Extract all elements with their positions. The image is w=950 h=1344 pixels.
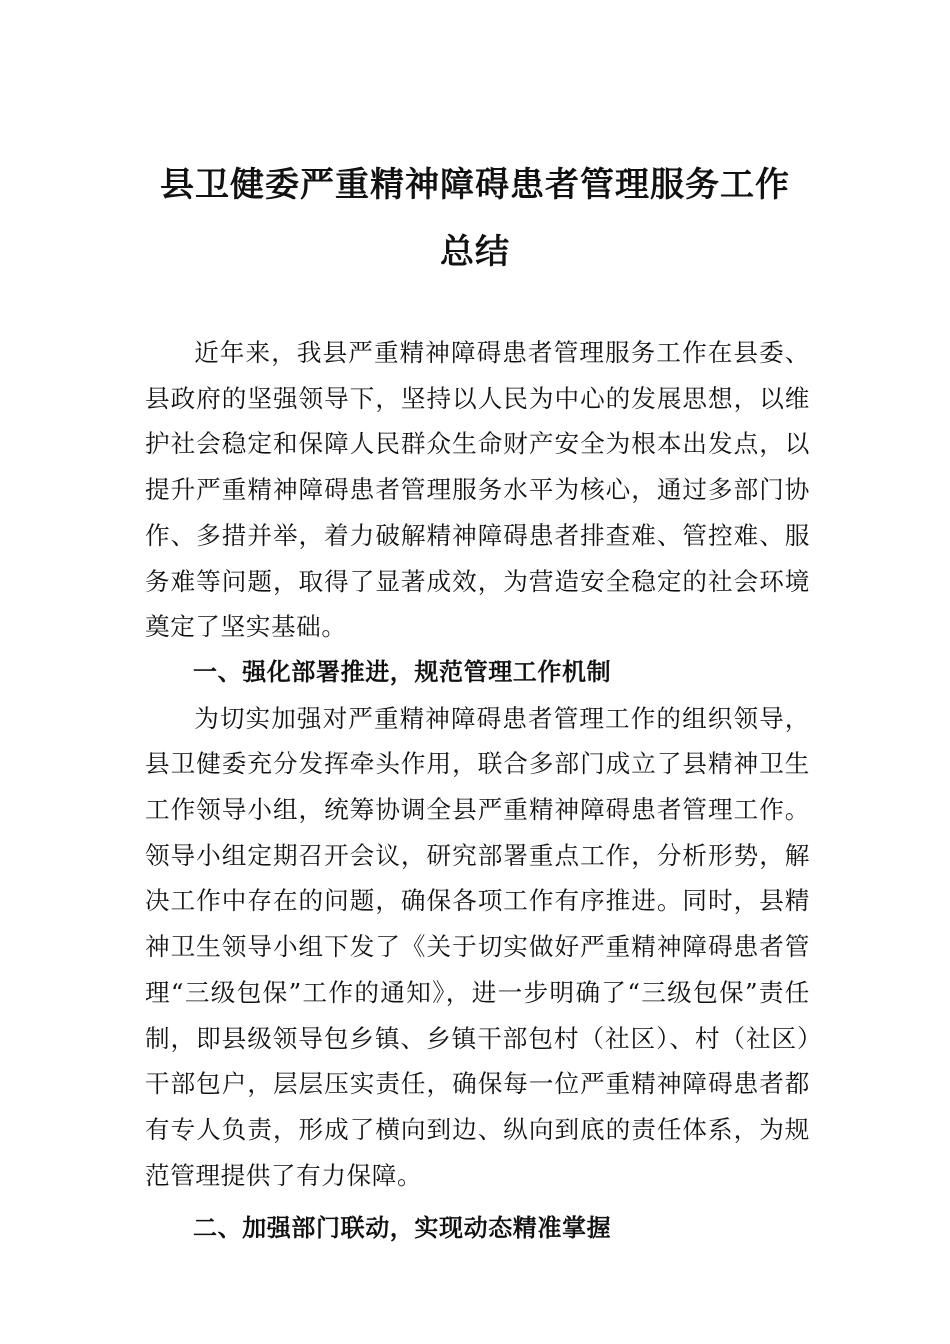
document-body [145,330,810,1252]
section-heading-1: 一、强化部署推进，规范管理工作机制 [193,657,612,686]
section-1-paragraph: 为切实加强对严重精神障碍患者管理工作的组织领导，县卫健委充分发挥牵头作用，联合多部门成立了县精神卫生工作领导小组，统筹协调全县严重精神障碍患者管理工作。领导小组定期召开会议，研究部署重点工作，分析形势，解决工作中存在的问题，确保各项工作有序推进。同时，县精神卫生领导小组下发了《关于切实做好严重精神障碍患者管理“三级包保”工作的通知》，进一步明确了“三级包保”责任制，即县级领导包乡镇、乡镇干部包村（社区）、村（社区）干部包户，层层压实责任，确保每一位严重精神障碍患者都有专人负责，形成了横向到边、纵向到底的责任体系，为规范管理提供了有力保障。 [145,703,810,1190]
document-title-line1: 县卫健委严重精神障碍患者管理服务工作 [160,165,790,205]
intro-paragraph: 近年来，我县严重精神障碍患者管理服务工作在县委、县政府的坚强领导下，坚持以人民为中心的发展思想，以维护社会稳定和保障人民群众生命财产安全为根本出发点，以提升严重精神障碍患者管理服务水平为核心，通过多部门协作、多措并举，着力破解精神障碍患者排查难、管控难、服务难等问题，取得了显著成效，为营造安全稳定的社会环境奠定了坚实基础。 [145,338,810,642]
section-heading-2: 二、加强部门联动，实现动态精准掌握 [193,1214,612,1243]
document-title-line2: 总结 [440,232,510,272]
